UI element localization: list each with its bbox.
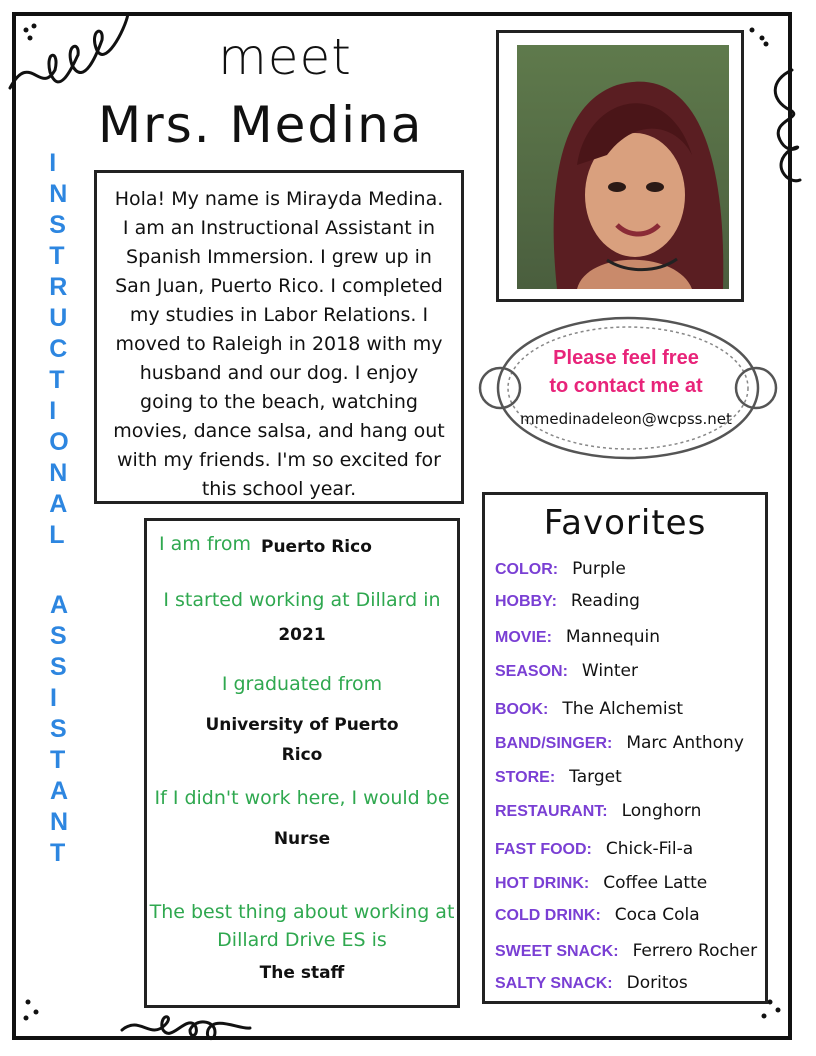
heading-name: Mrs. Medina [98, 96, 424, 154]
vertical-letter: A [49, 591, 69, 619]
vertical-letter: N [49, 808, 69, 836]
vertical-letter: T [49, 746, 66, 774]
fact-best-label-line1: The best thing about working at [149, 901, 455, 923]
favorite-label: COLD DRINK: [495, 907, 601, 924]
contact-email[interactable]: mmedinadeleon@wcpss.net [520, 410, 732, 428]
favorite-label: BOOK: [495, 701, 549, 718]
favorite-value: The Alchemist [562, 699, 684, 719]
favorite-value: Ferrero Rocher [632, 941, 758, 961]
contact-title [500, 344, 752, 400]
favorite-value: Purple [572, 559, 626, 579]
vertical-letter: C [49, 335, 68, 363]
favorite-item [495, 973, 688, 993]
vertical-letter: S [49, 715, 67, 743]
facts-box [144, 518, 460, 1008]
vertical-letter: T [49, 839, 66, 867]
heading-meet: meet [218, 28, 352, 86]
favorite-value: Longhorn [621, 801, 702, 821]
contact-title-line2: to contact me at [549, 375, 703, 397]
favorite-item [495, 873, 707, 893]
favorite-label: HOBBY: [495, 593, 557, 610]
vertical-letter: I [49, 149, 57, 177]
favorite-item [495, 941, 757, 961]
photo-frame [496, 30, 744, 302]
vertical-letter: R [49, 273, 68, 301]
vertical-letter: N [49, 459, 68, 487]
favorite-label: SEASON: [495, 663, 568, 680]
favorite-label: FAST FOOD: [495, 841, 592, 858]
favorite-label: COLOR: [495, 561, 559, 578]
vertical-letter: T [49, 366, 65, 394]
fact-graduated-label: I graduated from [221, 673, 383, 695]
favorite-label: BAND/SINGER: [495, 735, 613, 752]
vertical-letter: A [49, 490, 68, 518]
bio-box [94, 170, 464, 504]
favorite-item [495, 839, 693, 859]
vertical-letter: N [49, 180, 68, 208]
favorite-item [495, 905, 700, 925]
favorite-value: Reading [570, 591, 640, 611]
vertical-title-assistant [44, 590, 74, 869]
favorite-value: Target [569, 767, 622, 787]
favorite-item [495, 591, 640, 611]
favorite-item [495, 661, 638, 681]
fact-started-label: I started working at Dillard in [163, 589, 441, 611]
vertical-letter: A [49, 777, 69, 805]
favorite-value: Winter [581, 661, 638, 681]
contact-title-line1: Please feel free [553, 347, 699, 369]
profile-photo [517, 45, 729, 289]
fact-from-value: Puerto Rico [261, 537, 372, 557]
vertical-letter: S [49, 622, 67, 650]
vertical-letter: O [49, 428, 69, 456]
vertical-letter: I [49, 684, 57, 712]
fact-alt-value: Nurse [273, 829, 331, 849]
fact-graduated-value-line2: Rico [281, 745, 323, 765]
favorites-box [482, 492, 768, 1004]
favorite-value: Coffee Latte [603, 873, 708, 893]
favorite-value: Marc Anthony [626, 733, 744, 753]
favorite-item [495, 559, 626, 579]
favorite-label: MOVIE: [495, 629, 552, 646]
favorite-value: Doritos [626, 973, 688, 993]
fact-best-value: The staff [259, 963, 345, 983]
favorite-item [495, 627, 660, 647]
favorite-label: STORE: [495, 769, 556, 786]
vertical-letter: I [49, 397, 57, 425]
fact-graduated-value-line1: University of Puerto [205, 715, 399, 735]
favorite-value: Mannequin [565, 627, 661, 647]
vertical-letter: T [49, 242, 65, 270]
fact-best-label-line2: Dillard Drive ES is [217, 929, 387, 951]
fact-alt-label: If I didn't work here, I would be [154, 787, 450, 809]
favorite-label: SALTY SNACK: [495, 975, 613, 992]
vertical-letter: U [49, 304, 68, 332]
favorite-item [495, 767, 622, 787]
favorite-label: RESTAURANT: [495, 803, 608, 820]
favorite-item [495, 801, 701, 821]
favorites-title: Favorites [543, 503, 707, 543]
vertical-letter: S [49, 653, 67, 681]
vertical-title-line1 [49, 148, 68, 551]
favorite-value: Coca Cola [614, 905, 700, 925]
favorite-item [495, 699, 683, 719]
bio-text: Hola! My name is Mirayda Medina. I am an Instructional Assistant in Spanish Immersion. I grew up in San Juan, Puerto Rico. I completed my studies in Labor Relations. I moved to Raleigh in 2018 with my husband and our dog. I enjoy going to the beach, watching movies, dance salsa, and hang out with my friends. I'm so excited for this school year. [113, 188, 445, 500]
favorite-label: SWEET SNACK: [495, 943, 619, 960]
favorite-value: Chick-Fil-a [605, 839, 694, 859]
vertical-title-line2 [50, 590, 68, 869]
vertical-title-instructional [44, 148, 74, 551]
favorite-item [495, 733, 744, 753]
favorite-label: HOT DRINK: [495, 875, 590, 892]
fact-from-label: I am from [159, 533, 252, 555]
vertical-letter: L [49, 521, 65, 549]
fact-started-value: 2021 [278, 625, 326, 645]
vertical-letter: S [49, 211, 66, 239]
